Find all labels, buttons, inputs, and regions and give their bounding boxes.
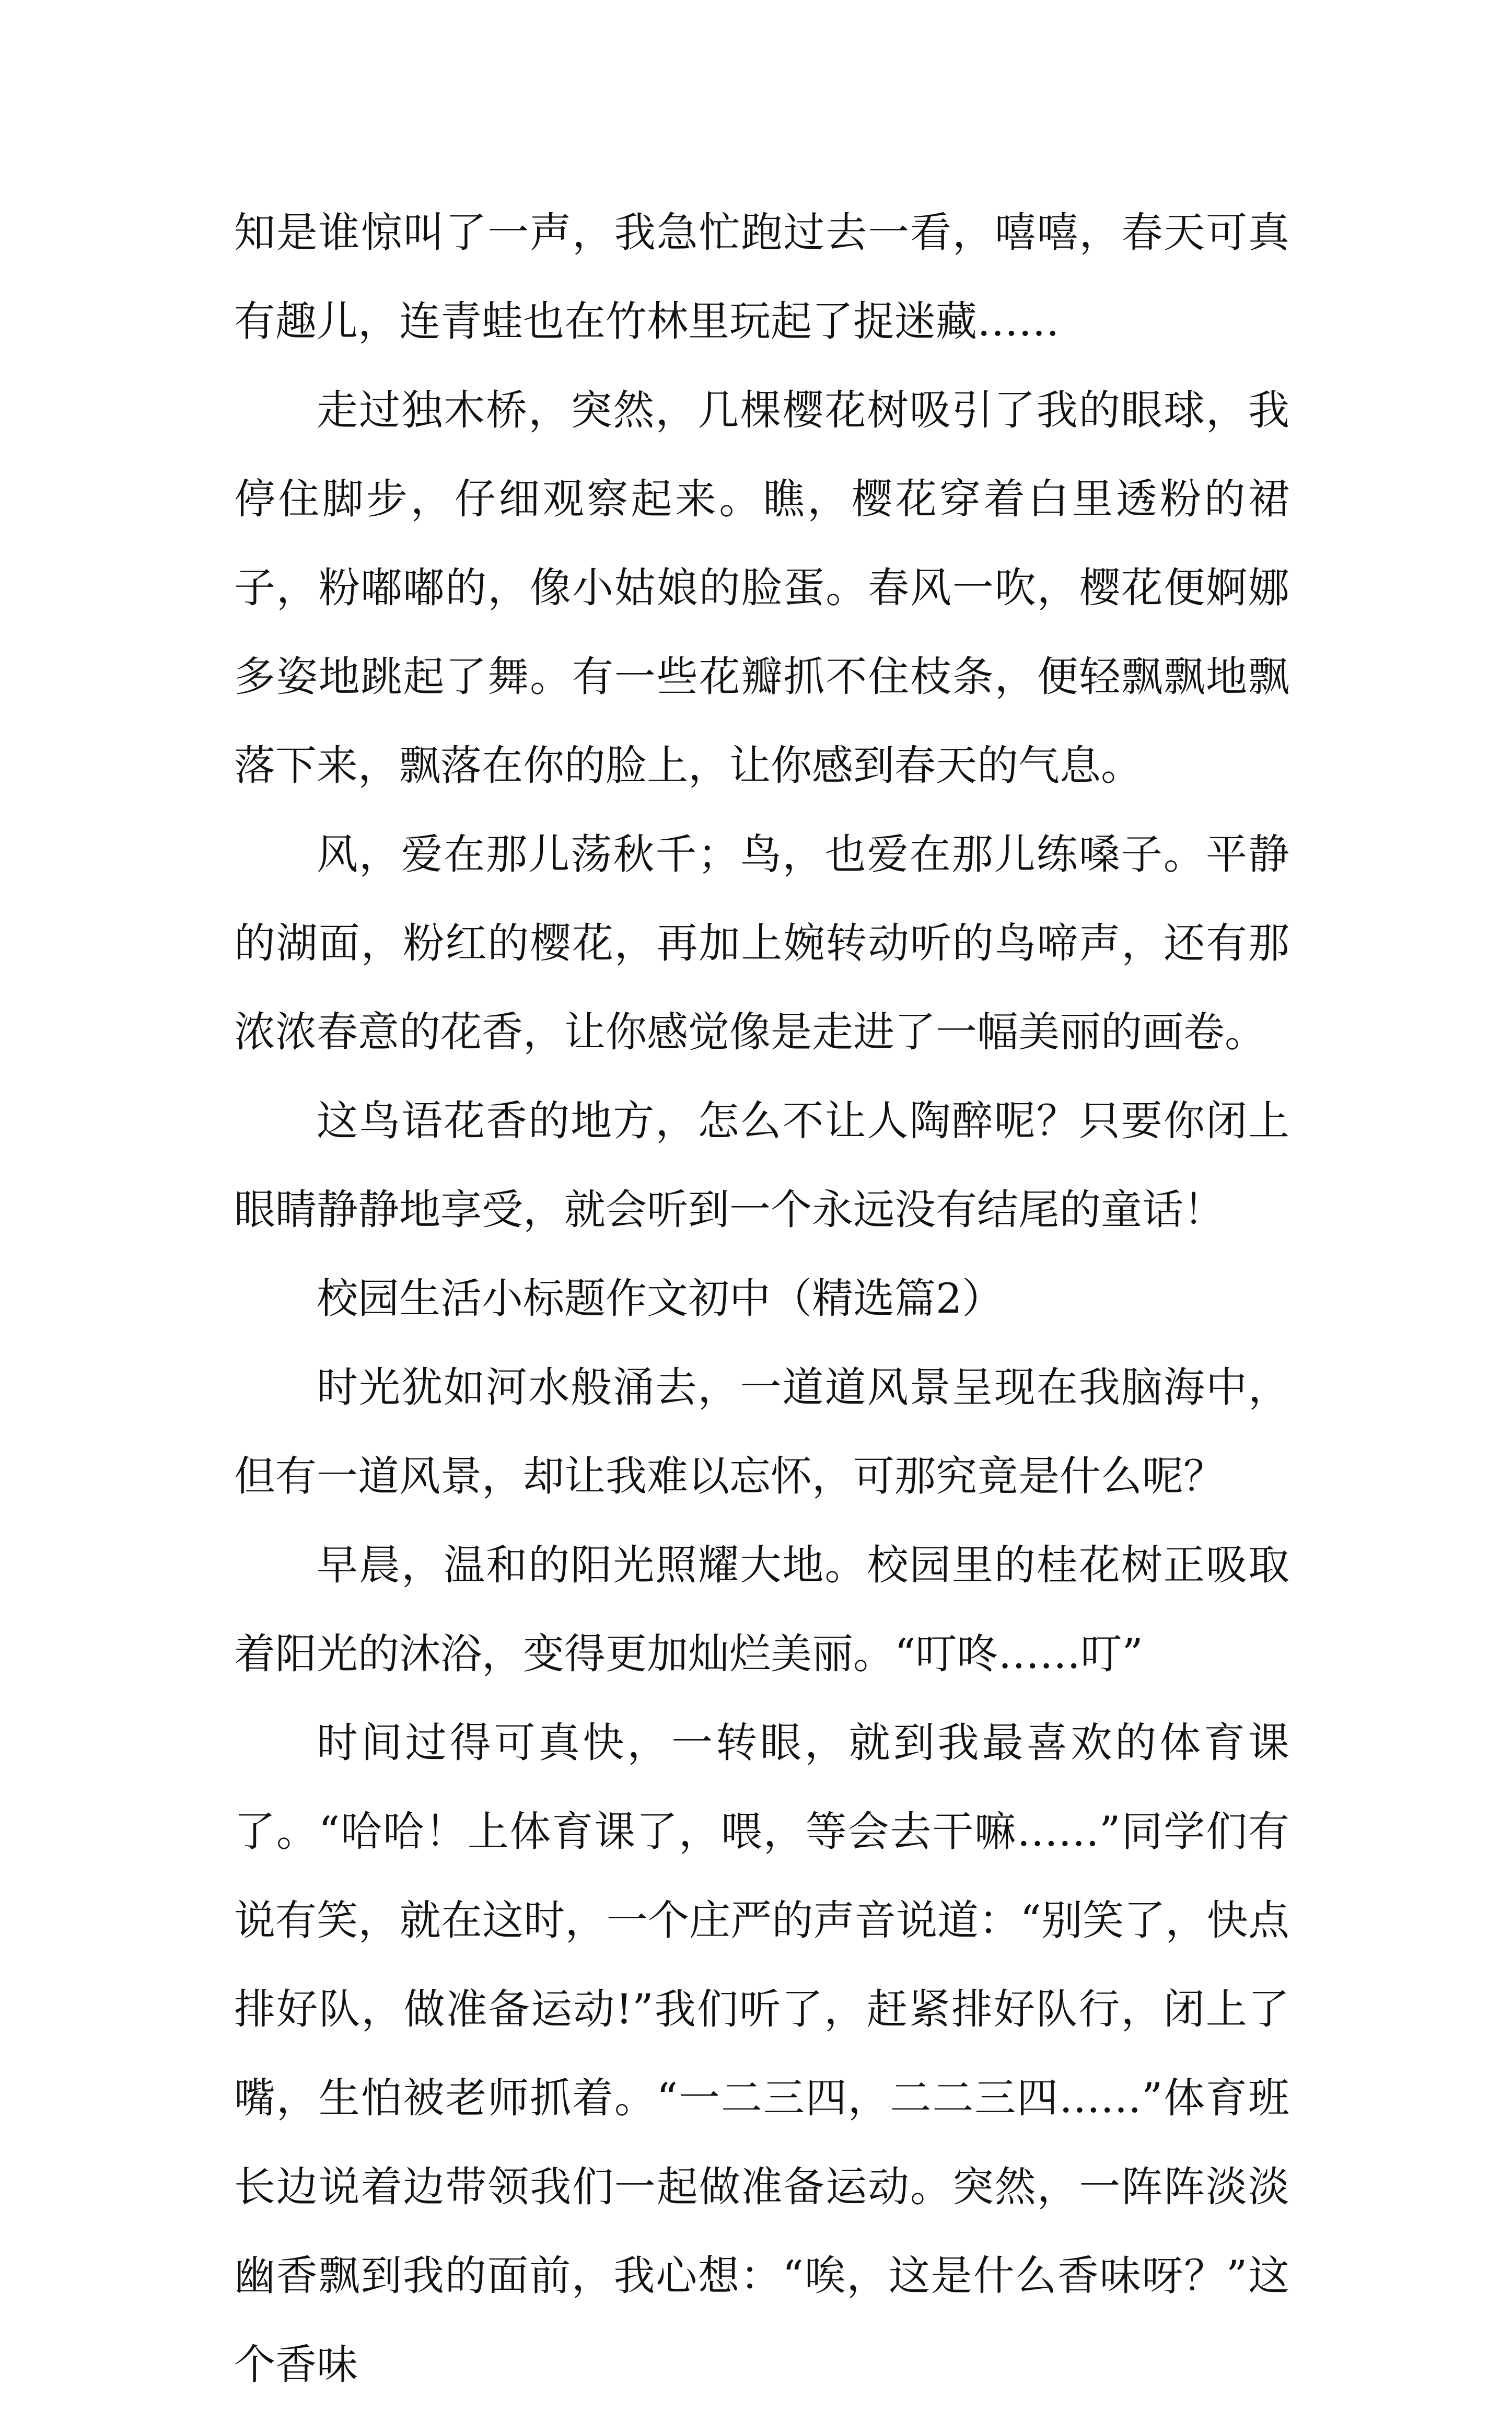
section-heading: 校园生活小标题作文初中（精选篇2）: [317, 1275, 1004, 1323]
paragraph-5: 时光犹如河水般涌去，一道道风景呈现在我脑海中，但有一道风景，却让我难以忘怀，可那究竟是什么呢？: [234, 1363, 1289, 1500]
paragraph-1: 知是谁惊叫了一声，我急忙跑过去一看，嘻嘻，春天可真有趣儿，连青蛙也在竹林里玩起了捉迷藏……: [234, 209, 1289, 345]
paragraph-7: 时间过得可真快，一转眼，就到我最喜欢的体育课了。“哈哈！上体育课了，喂，等会去干嘛……”同学们有说有笑，就在这时，一个庄严的声音说道：“别笑了，快点排好队，做准备运动!”我们听了，赶紧排好队行，闭上了嘴，生怕被老师抓着。“一二三四，二二三四……”体育班长边说着边带领我们一起做准备运动。突然，一阵阵淡淡幽香飘到我的面前，我心想：“唉，这是什么香味呀？”这个香味: [234, 1719, 1289, 2389]
document-body: [234, 188, 1289, 2409]
paragraph-3: 风，爱在那儿荡秋千；鸟，也爱在那儿练嗓子。平静的湖面，粉红的樱花，再加上婉转动听的鸟啼声，还有那浓浓春意的花香，让你感觉像是走进了一幅美丽的画卷。: [234, 830, 1289, 1056]
paragraph-2: 走过独木桥，突然，几棵樱花树吸引了我的眼球，我停住脚步，仔细观察起来。瞧，樱花穿着白里透粉的裙子，粉嘟嘟的，像小姑娘的脸蛋。春风一吹，樱花便婀娜多姿地跳起了舞。有一些花瓣抓不住枝条，便轻飘飘地飘落下来，飘落在你的脸上，让你感到春天的气息。: [234, 386, 1289, 790]
paragraph-6: 早晨，温和的阳光照耀大地。校园里的桂花树正吸取着阳光的沐浴，变得更加灿烂美丽。“叮咚……叮”: [234, 1541, 1289, 1678]
paragraph-4: 这鸟语花香的地方，怎么不让人陶醉呢？只要你闭上眼睛静静地享受，就会听到一个永远没有结尾的童话！: [234, 1097, 1289, 1234]
